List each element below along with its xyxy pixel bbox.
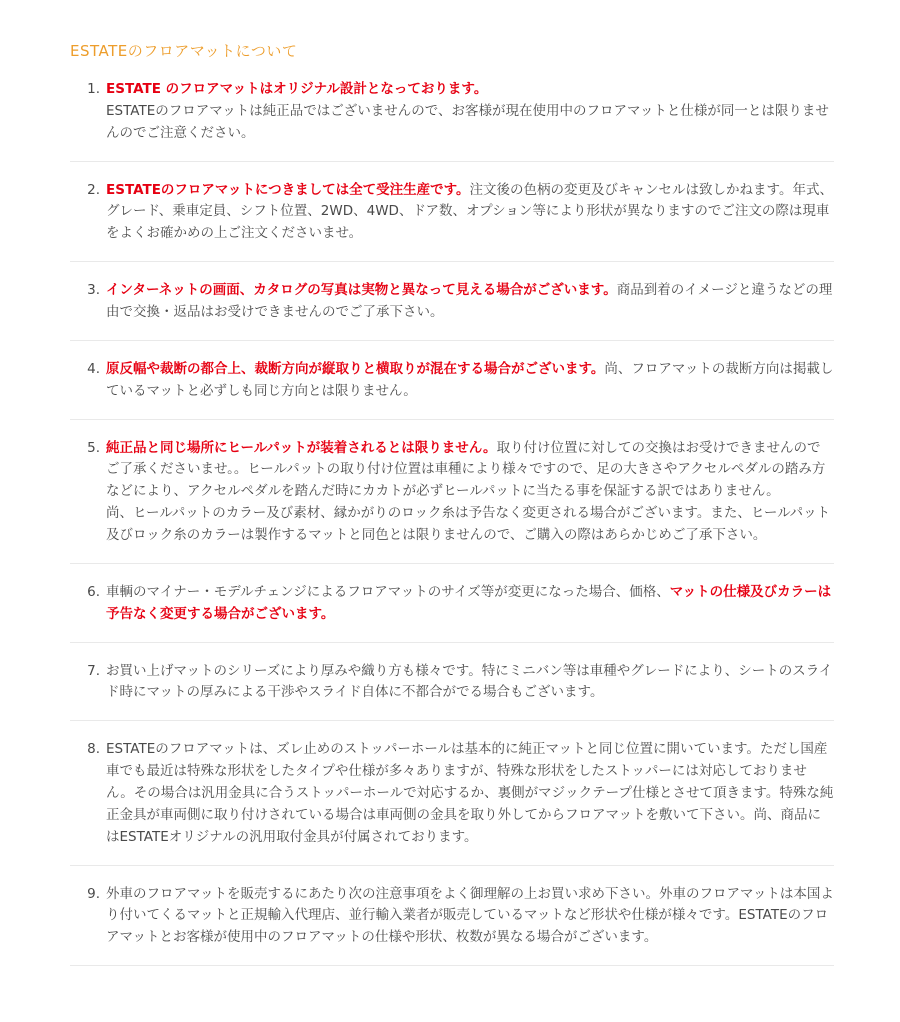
item-number: 5. [87,439,100,456]
note-body-text: ESTATEのフロアマットは純正品ではございませんので、お客様が現在使用中のフロアマットと仕様が同一とは限りませんのでご注意ください。 [106,102,829,141]
note-body-text: 尚、ヒールパットのカラー及び素材、縁かがりのロック糸は予告なく変更される場合がございます。また、ヒールパット及びロック糸のカラーは製作するマットと同色とは限りませんので、ご購入の際はあらかじめご了承下さい。 [106,505,831,544]
item-number: 2. [87,181,100,198]
list-item [70,580,834,643]
item-text [106,739,834,848]
item-text [106,180,834,246]
note-body-text: 車輌のマイナー・モデルチェンジによるフロアマットのサイズ等が変更になった場合、価格、 [106,583,670,600]
note-body-text: ESTATEのフロアマットは、ズレ止めのストッパーホールは基本的に純正マットと同じ位置に開いています。ただし国産車でも最近は特殊な形状をしたタイプや仕様が多々ありますが、特殊な形状をしたストッパーには対応しておりません。その場合は汎用金具に合うストッパーホールで対応するか、裏側がマジックテープ仕様とさせて頂きます。特殊な純正金具が車両側に取り付けされている場合は車両側の金具を取り外してからフロアマットを敷いて下さい。尚、商品にはESTATEオリジナルの汎用取付金具が付属されております。 [106,741,834,845]
note-body-text: 注文後の色柄の変更及びキャンセルは致しかねます。年式、グレード、乗車定員、シフト位置、2WD、4WD、ドア数、オプション等により形状が異なりますのでご注文の際は現車をよくお確かめの上ご注文くださいませ。 [106,181,833,242]
item-number: 9. [87,885,100,902]
list-item [70,178,834,263]
item-text [106,79,834,145]
list-item [70,737,834,865]
item-text [106,582,834,626]
note-body-text: 取り付け位置に対しての交換はお受けできませんのでご了承くださいませ。。ヒールパットの取り付け位置は車種により様々ですので、足の大きさやアクセルペダルの踏み方などにより、アクセルペダルを踏んだ時にカカトが必ずヒールパットに当たる事を保証する訳ではありません。 [106,439,826,500]
page-title: ESTATEのフロアマットについて [70,42,298,60]
note-body-text: 尚、フロアマットの裁断方向は掲載しているマットと必ずしも同じ方向とは限りません。 [106,360,834,399]
list-item [70,357,834,420]
list-item [70,77,834,162]
notes-list [70,77,834,966]
note-body-text: お買い上げマットのシリーズにより厚みや織り方も様々です。特にミニバン等は車種やグレードにより、シートのスライド時にマットの厚みによる干渉やスライド自体に不都合がでる場合もございます。 [106,662,833,701]
list-item [70,436,834,564]
item-text [106,661,834,705]
item-number: 8. [87,741,100,758]
item-number: 1. [87,81,100,97]
item-number: 3. [87,282,100,299]
item-text [106,280,834,324]
list-item [70,659,834,722]
item-text [106,359,834,403]
item-text [106,884,834,950]
item-text [106,438,834,547]
note-body-text: 外車のフロアマットを販売するにあたり次の注意事項をよく御理解の上お買い求め下さい。外車のフロアマットは本国より付いてくるマットと正規輸入代理店、並行輸入業者が販売しているマットなど形状や仕様が様々です。ESTATEのフロアマットとお客様が使用中のフロアマットの仕様や形状、枚数が異なる場合がございます。 [106,885,834,946]
item-number: 4. [87,360,100,377]
note-highlight-text: 原反幅や裁断の都合上、裁断方向が縦取りと横取りが混在する場合がございます。 [106,360,605,377]
list-item [70,278,834,341]
note-highlight-text: マットの仕様及びカラーは予告なく変更する場合がございます。 [106,583,832,622]
note-highlight-text: 純正品と同じ場所にヒールパットが装着されるとは限りません。 [106,439,497,456]
item-number: 6. [87,583,100,600]
note-highlight-text: ESTATEのフロアマットにつきましては全て受注生産です。 [106,181,470,198]
item-number: 7. [87,662,100,679]
note-body-text: 商品到着のイメージと違うなどの理由で交換・返品はお受けできませんのでご了承下さい。 [106,282,833,321]
note-highlight-text: ESTATE のフロアマットはオリジナル設計となっております。 [106,81,488,97]
list-item [70,882,834,967]
note-highlight-text: インターネットの画面、カタログの写真は実物と異なって見える場合がございます。 [106,282,617,299]
